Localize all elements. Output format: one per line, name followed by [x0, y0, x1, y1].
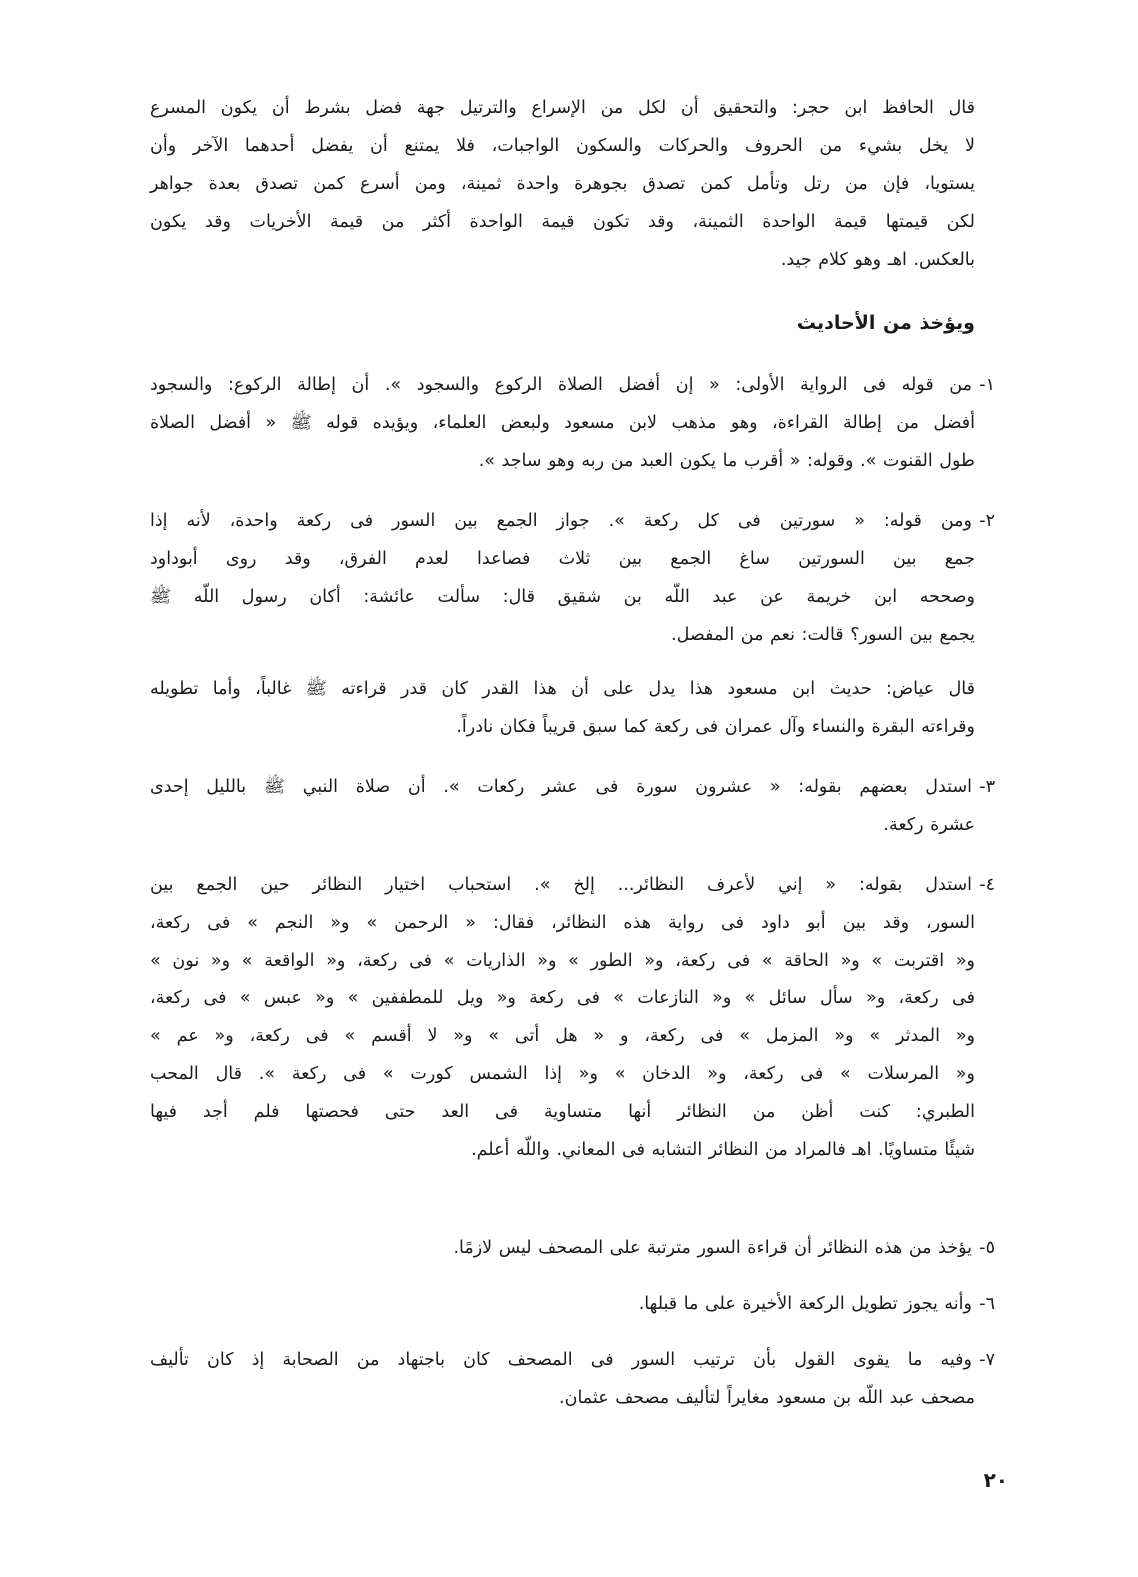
item-line: يؤخذ من هذه النظائر أن قراءة السور مترتبة على المصحف ليس لازمًا. — [453, 1238, 972, 1258]
item-line: استدل بقوله: « إني لأعرف النظائر... إلخ ». استحباب اختيار النظائر حين الجمع بين — [150, 875, 972, 895]
section-heading: ويؤخذ من الأحاديث — [796, 312, 975, 334]
item-line: فى ركعة، و« سأل سائل » و« النازعات » فى ركعة و« ويل للمطففين » و« عبس » فى ركعة، — [150, 988, 975, 1008]
item-line: وصححه ابن خريمة عن عبد اللّه بن شقيق قال: سألت عائشة: أكان رسول اللّه ﷺ — [150, 587, 975, 607]
item-line: عشرة ركعة. — [883, 815, 975, 835]
item-line: شيئًا متساويًا. اهـ فالمراد من النظائر التشابه فى المعاني. واللّه أعلم. — [471, 1140, 975, 1160]
item-line: طول القنوت ». وقوله: « أقرب ما يكون العبد من ربه وهو ساجد ». — [478, 451, 975, 471]
intro-line: بالعكس. اهـ وهو كلام جيد. — [780, 250, 975, 270]
item-line: و« اقتربت » و« الحاقة » فى ركعة، و« الطور » و« الذاريات » فى ركعة، و« الواقعة » و« نون » — [150, 951, 975, 971]
item-line: وفيه ما يقوى القول بأن ترتيب السور فى المصحف كان باجتهاد من الصحابة إذ كان تأليف — [150, 1350, 972, 1370]
item-line: يجمع بين السور؟ قالت: نعم من المفصل. — [671, 625, 975, 645]
intro-line: قال الحافظ ابن حجر: والتحقيق أن لكل من الإسراع والترتيل جهة فضل بشرط أن يكون المسرع — [150, 98, 975, 118]
intro-line: لا يخل بشيء من الحروف والحركات والسكون الواجبات، فلا يمتنع أن يفضل أحدهما الآخر وأن — [150, 136, 975, 156]
intro-line: يستويا، فإن من رتل وتأمل كمن تصدق بجوهرة واحدة ثمينة، ومن أسرع كمن تصدق بعدة جواهر — [150, 174, 975, 194]
item-line: استدل بعضهم بقوله: « عشرون سورة فى عشر ركعات ». أن صلاة النبي ﷺ بالليل إحدى — [150, 777, 972, 797]
item-line: وأنه يجوز تطويل الركعة الأخيرة على ما قبلها. — [638, 1294, 972, 1314]
item-line: من قوله فى الرواية الأولى: « إن أفضل الصلاة الركوع والسجود ». أن إطالة الركوع: والسجود — [150, 375, 972, 395]
item-line: السور، وقد بين أبو داود فى رواية هذه النظائر، فقال: « الرحمن » و« النجم » فى ركعة، — [150, 913, 975, 933]
item-line: مصحف عبد اللّه بن مسعود مغايراً لتأليف مصحف عثمان. — [559, 1388, 975, 1408]
item-number: ٧- — [979, 1350, 995, 1370]
item-number: ٢- — [979, 511, 995, 531]
item-number: ٤- — [979, 875, 995, 895]
item-line: قال عياض: حديث ابن مسعود هذا يدل على أن هذا القدر كان قدر قراءته ﷺ غالباً، وأما تطويله — [150, 679, 975, 699]
item-line: الطبري: كنت أظن من النظائر أنها متساوية فى العد حتى فحصتها فلم أجد فيها — [150, 1102, 975, 1122]
item-number: ١- — [979, 375, 995, 395]
item-line: و« المرسلات » فى ركعة، و« الدخان » و« إذا الشمس كورت » فى ركعة ». قال المحب — [150, 1064, 975, 1084]
item-line: وقراءته البقرة والنساء وآل عمران فى ركعة كما سبق قريباً فكان نادراً. — [456, 717, 975, 737]
item-number: ٦- — [979, 1294, 995, 1314]
page-number: ٢٠ — [983, 1468, 1008, 1492]
item-number: ٥- — [979, 1238, 995, 1258]
item-line: أفضل من إطالة القراءة، وهو مذهب لابن مسعود ولبعض العلماء، ويؤيده قوله ﷺ « أفضل الصلاة — [150, 413, 975, 433]
item-line: جمع بين السورتين ساغ الجمع بين ثلاث فصاعدا لعدم الفرق، وقد روى أبوداود — [150, 549, 975, 569]
item-number: ٣- — [979, 777, 995, 797]
intro-line: لكن قيمتها قيمة الواحدة الثمينة، وقد تكون قيمة الواحدة أكثر من قيمة الأخريات وقد يكون — [150, 212, 975, 232]
item-line: ومن قوله: « سورتين فى كل ركعة ». جواز الجمع بين السور فى ركعة واحدة، لأنه إذا — [150, 511, 972, 531]
item-line: و« المدثر » و« المزمل » فى ركعة، و « هل أتى » و« لا أقسم » فى ركعة، و« عم » — [150, 1026, 975, 1046]
